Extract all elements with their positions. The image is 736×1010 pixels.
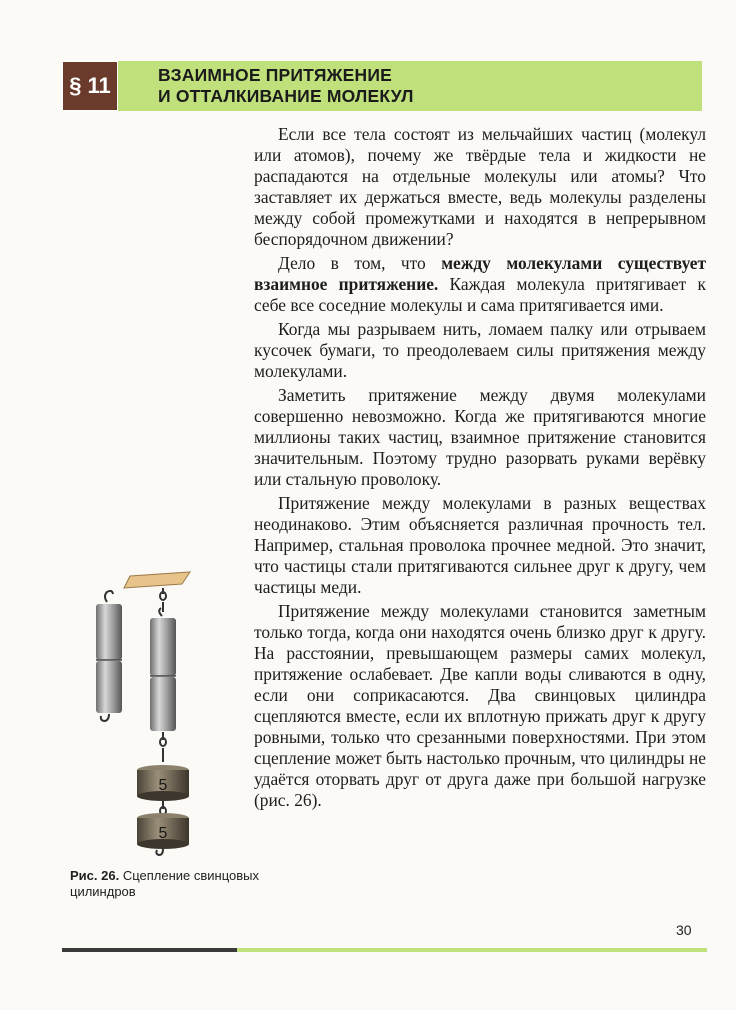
paragraph-2-bold: между молекулами существует взаимное притяжение. [254,253,706,294]
body-text [254,124,706,814]
right-top-hook [159,608,162,616]
paragraph-2-end: Каждая молекула притягивает к себе все соседние молекулы и сама притягивается ими. [254,274,706,315]
weight-link [160,801,166,815]
right-cylinder-pair [150,588,176,762]
weight-2-hook [156,849,163,855]
paragraph-4: Заметить притяжение между двумя молекулами совершенно невозможно. Когда же притягиваются многие миллионы таких частиц, взаимное притяжение становится значительным. Поэтому трудно разорвать руками верёвку или стальную проволоку. [254,385,706,489]
footer-rule-green [237,948,707,952]
right-cylinder-bottom [150,677,176,731]
left-cylinder-pair [96,591,122,721]
right-cylinder-top [150,618,176,676]
section-title-line-2: И ОТТАЛКИВАНИЕ МОЛЕКУЛ [158,86,414,106]
section-title [158,65,698,107]
paragraph-6: Притяжение между молекулами становится заметным только тогда, когда они находятся очень близко друг к другу. На расстоянии, превышающем размеры самих молекул, притяжение ослабевает. Две капли воды сливаются в одну, если они соприкасаются. Два свинцовых цилиндра сцепляются вместе, если их вплотную прижать друг к другу ровными, только что срезанными поверхностями. При этом сцепление может быть настолько прочным, что цилиндры не удаётся оторвать друг от друга даже при большой нагрузке (рис. 26). [254,601,706,810]
page-number: 30 [676,922,692,938]
figure-caption-label: Рис. 26. [70,868,120,883]
support-plate [124,572,190,588]
paragraph-5: Притяжение между молекулами в разных веществах неодинаково. Этим объясняется различная прочность тел. Например, стальная проволока прочнее медной. Это значит, что частицы стали притягиваются сильнее друг к другу, чем частицы меди. [254,493,706,597]
paragraph-3: Когда мы разрываем нить, ломаем палку или отрываем кусочек бумаги, то преодолеваем силы притяжения между молекулами. [254,319,706,381]
right-chain-bottom [160,732,166,762]
left-cylinder-top [96,604,122,660]
paragraph-2 [254,253,706,316]
weight-2-label: 5 [158,825,168,842]
paragraph-1: Если все тела состоят из мельчайших частиц (молекул или атомов), почему же твёрдые тела и жидкости не распадаются на отдельные молекулы или атомы? Что заставляет их держаться вместе, ведь молекулы разделены между собой промежутками и находятся в непрерывном беспорядочном движении? [254,124,706,249]
left-top-hook [105,591,113,602]
section-title-line-1: ВЗАИМНОЕ ПРИТЯЖЕНИЕ [158,65,392,85]
figure-caption [70,868,260,900]
footer-rule-dark [62,948,237,952]
section-number-badge: § 11 [62,61,118,111]
paragraph-2-start: Дело в том, что [278,253,442,273]
weight-2 [137,813,189,855]
lead-cylinders-figure [70,560,250,860]
weight-1 [137,765,189,801]
left-bottom-hook [101,714,109,721]
weight-1-label: 5 [158,777,168,794]
figure-caption-text: Сцепление свинцовых цилиндров [70,868,259,899]
left-cylinder-bottom [96,661,122,713]
